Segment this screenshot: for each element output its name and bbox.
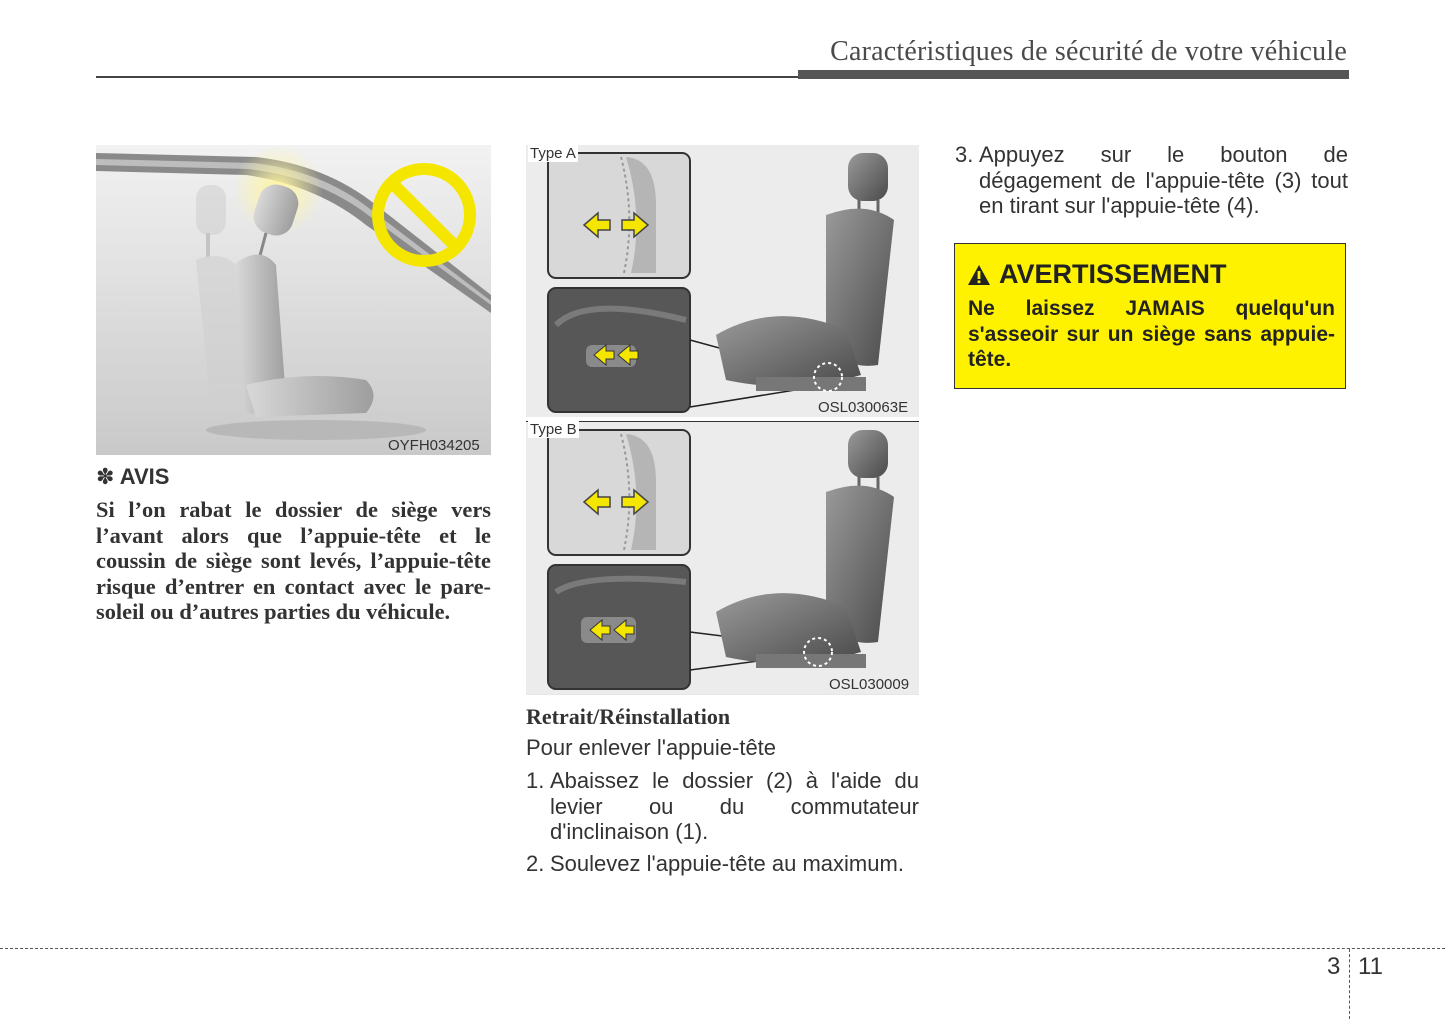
page-number: 11 <box>1358 953 1383 980</box>
warning-box <box>954 243 1346 389</box>
step-number: 1. <box>526 768 545 793</box>
figure-code: OSL030009 <box>829 676 910 693</box>
step-number: 3. <box>955 142 974 167</box>
headrest-contact-illustration <box>96 145 491 455</box>
notice-symbol-icon: ✽ <box>96 464 115 489</box>
section-heading: Retrait/Réinstallation <box>526 704 731 729</box>
intro-line: Pour enlever l'appuie-tête <box>526 735 777 760</box>
footer-vertical-divider <box>1349 949 1350 1019</box>
list-item <box>955 142 1348 222</box>
warning-triangle-icon <box>967 264 991 286</box>
notice-title <box>96 464 169 490</box>
notice-body: Si l’on rabat le dossier de siège vers l’avant alors que l’appuie-tête et le coussin de siège sont levés, l’appuie-tête risque d’entrer en contact avec le pare-soleil ou d’autres parties du véhicule. <box>96 497 491 624</box>
chapter-number: 3 <box>1327 953 1341 980</box>
figure-code: OYFH034205 <box>388 437 480 454</box>
figure-type-label: Type A <box>530 145 576 162</box>
header-rule-bar <box>798 70 1349 79</box>
step-text: Soulevez l'appuie-tête au maximum. <box>550 851 904 876</box>
warning-title <box>967 259 1227 290</box>
step-text: Appuyez sur le bouton de dégagement de l'appuie-tête (3) tout en tirant sur l'appuie-tête (4). <box>979 142 1348 218</box>
notice-label: AVIS <box>119 464 170 489</box>
seat-type-a-illustration <box>526 145 919 417</box>
warning-title-text: AVERTISSEMENT <box>999 259 1227 289</box>
list-item <box>526 768 919 848</box>
step-text: Abaissez le dossier (2) à l'aide du levier ou du commutateur d'inclinaison (1). <box>550 768 919 844</box>
footer-divider <box>0 948 1445 949</box>
list-item <box>526 851 919 879</box>
seat-type-b-illustration <box>526 421 919 695</box>
figure-type-label: Type B <box>530 421 577 438</box>
warning-body: Ne laissez JAMAIS quelqu'un s'asseoir sur un siège sans appuie-tête. <box>968 297 1335 371</box>
page-header-title: Caractéristiques de sécurité de votre véhicule <box>830 36 1347 67</box>
figure-code: OSL030063E <box>818 399 909 416</box>
header-rule <box>96 76 798 78</box>
step-number: 2. <box>526 851 545 876</box>
